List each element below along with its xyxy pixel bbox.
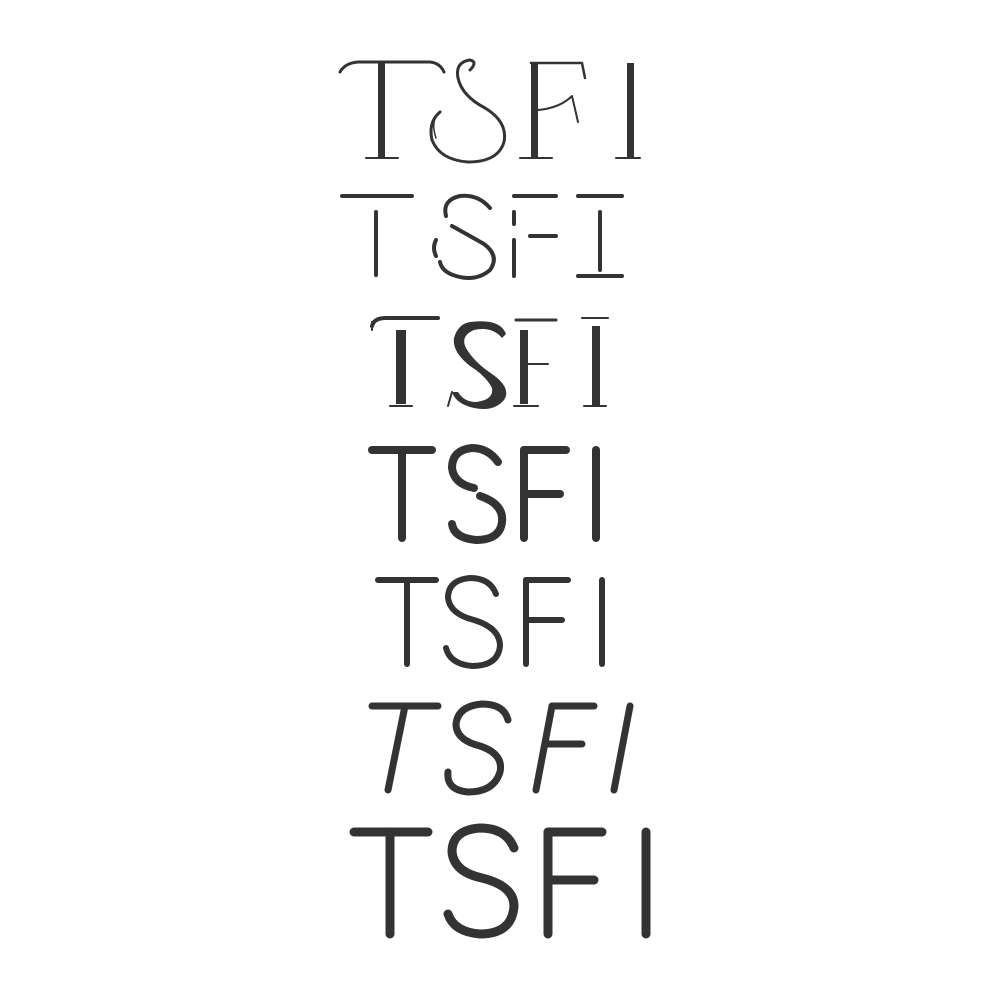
glyph-f [514, 196, 556, 276]
glyph-f [536, 706, 594, 790]
glyph-f [514, 320, 556, 406]
wordmark-sans-italic [372, 704, 630, 792]
wordmark-sans-light [378, 578, 602, 666]
glyph-t [372, 706, 438, 790]
glyph-i [582, 318, 608, 406]
glyph-s [434, 196, 494, 278]
glyph-i [616, 63, 640, 158]
glyph-s [431, 60, 505, 162]
wordmark-serif-condensed-fractured [372, 318, 608, 409]
glyph-t [354, 832, 428, 934]
wordmark-serif-high-contrast [340, 60, 640, 162]
glyph-s [448, 321, 506, 409]
glyph-s [446, 578, 500, 666]
glyph-s [448, 828, 514, 934]
glyph-i [578, 196, 622, 276]
glyph-f [520, 63, 585, 158]
wordmark-sans-regular-wide [354, 828, 646, 934]
glyph-f [526, 580, 568, 664]
glyph-t [342, 196, 412, 275]
glyph-t [340, 62, 444, 158]
glyph-f [524, 450, 566, 538]
glyph-t [372, 318, 438, 406]
glyph-f [548, 832, 602, 934]
glyph-t [378, 580, 436, 664]
glyph-s [452, 448, 502, 540]
wordmark-stencil-thin [342, 196, 622, 278]
glyph-s [448, 704, 508, 792]
glyph-t [372, 450, 432, 538]
glyph-i [614, 706, 630, 790]
wordmark-sans-rounded-stencil [372, 448, 596, 540]
